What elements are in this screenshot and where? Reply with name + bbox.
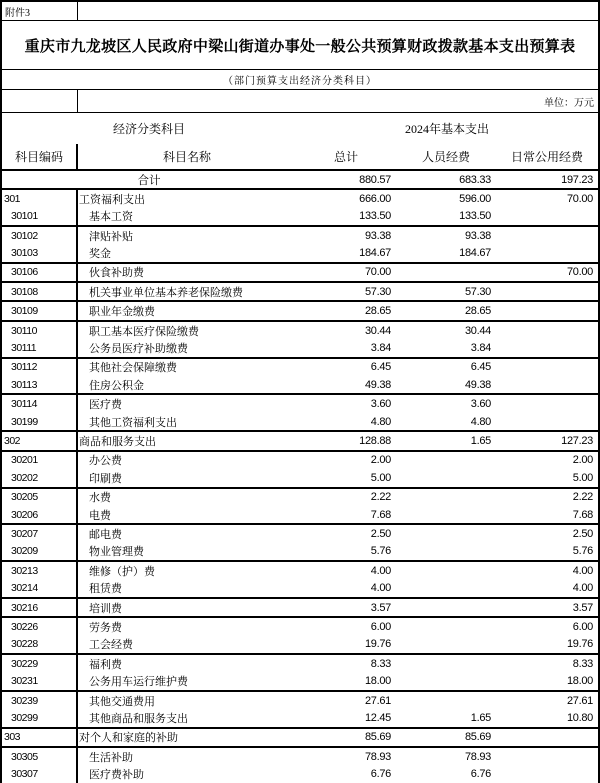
cell-subject-code: 30109 [2,302,78,319]
cell-subject-name: 商品和服务支出 [79,435,156,448]
table-row [2,729,598,748]
table-row [2,636,598,655]
cell-personnel-expense: 85.69 [464,731,491,744]
grand-total-daily: 197.23 [561,173,593,186]
cell-total: 133.50 [359,210,391,223]
cell-daily-public-expense: 70.00 [566,192,593,205]
table-row [2,599,598,618]
cell-subject-name: 其他商品和服务支出 [89,713,188,726]
grand-total-row [2,171,598,190]
unit-row [2,90,598,113]
cell-subject-name: 电费 [89,509,111,522]
table-row [2,227,598,244]
table-row [2,709,598,728]
cell-subject-name: 印刷费 [89,472,122,485]
cell-subject-code: 30112 [2,359,78,376]
table-row [2,432,598,451]
cell-subject-name: 其他社会保障缴费 [89,362,177,375]
cell-subject-code: 30205 [2,489,78,506]
column-header-total: 总计 [333,150,358,164]
cell-total: 4.00 [370,582,391,595]
cell-daily-public-expense: 2.22 [572,491,593,504]
table-row [2,452,598,469]
cell-subject-code: 30213 [2,562,78,579]
cell-subject-code: 30106 [2,264,78,281]
cell-subject-name: 培训费 [89,602,122,615]
table-row [2,692,598,709]
cell-daily-public-expense: 4.00 [572,564,593,577]
cell-total: 28.65 [364,305,391,318]
cell-subject-name: 维修（护）费 [89,565,155,578]
cell-subject-code: 30307 [2,766,78,783]
cell-subject-name: 租赁费 [89,583,122,596]
cell-subject-name: 职工基本医疗保险缴费 [89,325,199,338]
cell-total: 70.00 [364,266,391,279]
cell-personnel-expense: 28.65 [464,305,491,318]
cell-subject-code: 30113 [2,376,78,393]
cell-subject-name: 其他交通费用 [89,695,155,708]
cell-total: 12.45 [364,712,391,725]
cell-total: 2.50 [370,528,391,541]
attachment-label: 附件3 [2,2,78,20]
table-row [2,244,598,263]
cell-subject-code: 30228 [2,636,78,653]
cell-subject-code: 30214 [2,580,78,597]
cell-total: 6.45 [370,361,391,374]
header-group-row [2,113,598,144]
table-row [2,673,598,692]
cell-personnel-expense: 1.65 [470,712,491,725]
cell-total: 184.67 [359,246,391,259]
cell-total: 4.80 [370,415,391,428]
table-row [2,766,598,783]
cell-subject-code: 30201 [2,452,78,469]
cell-daily-public-expense: 19.76 [566,638,593,651]
table-row [2,655,598,672]
cell-subject-name: 医疗费补助 [89,769,144,782]
column-header-name: 科目名称 [162,150,211,164]
cell-personnel-expense: 1.65 [470,434,491,447]
cell-total: 666.00 [359,192,391,205]
cell-personnel-expense: 4.80 [470,415,491,428]
cell-subject-code: 30207 [2,525,78,542]
table-row [2,748,598,765]
table-row [2,190,598,207]
cell-total: 2.22 [370,491,391,504]
table-row [2,302,598,321]
cell-total: 3.60 [370,398,391,411]
table-row [2,506,598,525]
cell-subject-code: 30202 [2,469,78,486]
column-header-code: 科目编码 [2,144,78,169]
cell-subject-code: 30101 [2,207,78,224]
cell-daily-public-expense: 4.00 [572,582,593,595]
cell-subject-name: 住房公积金 [89,379,144,392]
cell-subject-code: 30199 [2,413,78,430]
cell-total: 49.38 [364,378,391,391]
cell-subject-name: 对个人和家庭的补助 [79,732,178,745]
cell-subject-code: 302 [2,432,78,449]
table-row [2,207,598,226]
cell-total: 93.38 [364,229,391,242]
cell-daily-public-expense: 127.23 [561,434,593,447]
cell-subject-code: 30108 [2,283,78,300]
cell-daily-public-expense: 27.61 [566,694,593,707]
table-row [2,525,598,542]
cell-subject-name: 基本工资 [89,211,133,224]
cell-total: 85.69 [364,731,391,744]
cell-subject-code: 301 [2,190,78,207]
cell-subject-name: 医疗费 [89,399,122,412]
cell-subject-name: 邮电费 [89,529,122,542]
cell-total: 3.84 [370,341,391,354]
page-title: 重庆市九龙坡区人民政府中梁山街道办事处一般公共预算财政拨款基本支出预算表 [2,21,598,70]
cell-subject-code: 30231 [2,673,78,690]
cell-subject-code: 30299 [2,709,78,726]
header-economic-classification: 经济分类科目 [112,122,185,136]
cell-total: 5.76 [370,545,391,558]
cell-subject-name: 工会经费 [89,639,133,652]
cell-personnel-expense: 93.38 [464,229,491,242]
cell-personnel-expense: 57.30 [464,285,491,298]
grand-total-label: 合计 [137,174,161,187]
unit-row-spacer [2,90,78,112]
cell-personnel-expense: 596.00 [459,192,491,205]
cell-total: 18.00 [364,675,391,688]
table-row [2,413,598,432]
attachment-row [2,2,598,21]
cell-subject-name: 公务员医疗补助缴费 [89,342,188,355]
grand-total-total: 880.57 [359,173,391,186]
cell-daily-public-expense: 2.50 [572,528,593,541]
cell-subject-name: 办公费 [89,455,122,468]
cell-subject-name: 物业管理费 [89,546,144,559]
cell-total: 5.00 [370,471,391,484]
table-row [2,395,598,412]
cell-total: 6.00 [370,621,391,634]
cell-daily-public-expense: 70.00 [566,266,593,279]
cell-subject-name: 奖金 [89,247,111,260]
cell-personnel-expense: 6.76 [470,768,491,781]
table-row [2,618,598,635]
unit-label: 单位：万元 [544,97,594,109]
cell-total: 30.44 [364,324,391,337]
cell-total: 6.76 [370,768,391,781]
table-row [2,339,598,358]
table-row [2,359,598,376]
cell-total: 19.76 [364,638,391,651]
cell-subject-code: 30209 [2,543,78,560]
table-row [2,283,598,302]
cell-subject-name: 伙食补助费 [89,267,144,280]
cell-subject-code: 30206 [2,506,78,523]
cell-daily-public-expense: 2.00 [572,454,593,467]
cell-subject-code: 30229 [2,655,78,672]
cell-daily-public-expense: 18.00 [566,675,593,688]
cell-subject-name: 职业年金缴费 [89,306,155,319]
cell-personnel-expense: 3.60 [470,398,491,411]
cell-subject-code: 30216 [2,599,78,616]
cell-subject-code: 30305 [2,748,78,765]
cell-total: 8.33 [370,657,391,670]
cell-total: 2.00 [370,454,391,467]
table-body [2,190,598,783]
cell-personnel-expense: 6.45 [470,361,491,374]
cell-daily-public-expense: 5.76 [572,545,593,558]
cell-daily-public-expense: 6.00 [572,621,593,634]
column-header-personnel: 人员经费 [421,150,470,164]
table-row [2,264,598,283]
table-row [2,489,598,506]
cell-personnel-expense: 133.50 [459,210,491,223]
cell-personnel-expense: 184.67 [459,246,491,259]
cell-subject-name: 公务用车运行维护费 [89,676,188,689]
cell-subject-code: 30102 [2,227,78,244]
table-row [2,543,598,562]
header-columns-row [2,144,598,171]
cell-subject-name: 津贴补贴 [89,230,133,243]
cell-daily-public-expense: 3.57 [572,601,593,614]
cell-subject-name: 工资福利支出 [79,193,145,206]
cell-daily-public-expense: 8.33 [572,657,593,670]
cell-subject-name: 生活补助 [89,751,133,764]
table-row [2,322,598,339]
cell-subject-code: 30114 [2,395,78,412]
cell-subject-code: 30103 [2,244,78,261]
cell-total: 57.30 [364,285,391,298]
cell-personnel-expense: 30.44 [464,324,491,337]
cell-subject-code: 30111 [2,339,78,356]
cell-subject-code: 30239 [2,692,78,709]
cell-subject-code: 30110 [2,322,78,339]
cell-daily-public-expense: 10.80 [566,712,593,725]
column-header-daily-public: 日常公用经费 [510,150,583,164]
table-row [2,562,598,579]
cell-daily-public-expense: 7.68 [572,508,593,521]
cell-total: 27.61 [364,694,391,707]
header-2024-basic-expenditure: 2024年基本支出 [404,122,489,136]
table-row [2,580,598,599]
cell-subject-code: 303 [2,729,78,746]
cell-subject-name: 福利费 [89,658,122,671]
cell-personnel-expense: 78.93 [464,750,491,763]
cell-subject-name: 水费 [89,492,111,505]
cell-personnel-expense: 3.84 [470,341,491,354]
grand-total-personnel: 683.33 [459,173,491,186]
cell-subject-code: 30226 [2,618,78,635]
cell-total: 128.88 [359,434,391,447]
cell-daily-public-expense: 5.00 [572,471,593,484]
table-row [2,469,598,488]
cell-personnel-expense: 49.38 [464,378,491,391]
page-subtitle: （部门预算支出经济分类科目） [2,70,598,90]
cell-total: 78.93 [364,750,391,763]
cell-subject-name: 机关事业单位基本养老保险缴费 [89,286,243,299]
table-row [2,376,598,395]
cell-total: 3.57 [370,601,391,614]
cell-total: 4.00 [370,564,391,577]
cell-subject-name: 其他工资福利支出 [89,416,177,429]
cell-subject-name: 劳务费 [89,622,122,635]
cell-total: 7.68 [370,508,391,521]
